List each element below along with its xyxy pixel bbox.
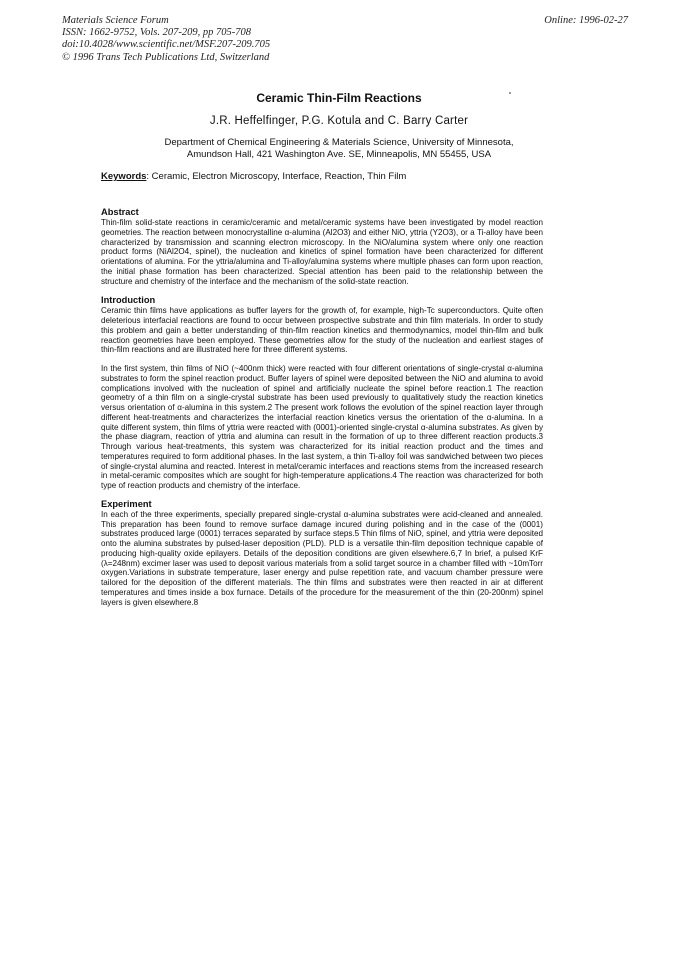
paragraph-gap (101, 355, 543, 364)
journal-header (62, 15, 270, 64)
paper-body (101, 207, 543, 607)
abstract-text: Thin-film solid-state reactions in ceramic/ceramic and metal/ceramic systems have been investigated by model reaction geometries. The reaction between monocrystalline α-alumina (Al2O3) and either NiO, yttria (Y2O3), or a Ti-alloy have been characterized by transmission and scanning electron microscopy. In the NiO/alumina system where only one reaction product forms (NiAl2O4, spinel), the nucleation and kinetics of spinel formation have been characterized for different orientations of alumina. For the yttria/alumina and Ti-alloy/alumina systems where multiple phases can form upon reaction, the initial phase formation has been characterized. Special attention has been paid to the relationship between the structure and chemistry of the interface and the mechanism of the solid-state reaction. (101, 218, 543, 286)
abstract-heading: Abstract (101, 207, 139, 217)
introduction-paragraph-1: Ceramic thin films have applications as buffer layers for the growth of, for example, high-Tc superconductors. Quite often deleterious interfacial reactions are found to occur between prospective substrate and thin film materials. In order to study this problem and gain a better understanding of thin-film reaction kinetics and thermodynamics, model thin-film and bulk reaction geometries have been employed. These geometries allow for the study of the nucleation and earliest stages of thin-film reactions and are illustrated here for three different systems. (101, 306, 543, 355)
section-gap (101, 491, 543, 499)
affiliation-line-1: Department of Chemical Engineering & Materials Science, University of Minnesota, (164, 137, 514, 148)
introduction-heading: Introduction (101, 295, 156, 306)
keywords-label: Keywords (101, 171, 147, 182)
paper-title: Ceramic Thin-Film Reactions (256, 91, 422, 105)
paper-authors: J.R. Heffelfinger, P.G. Kotula and C. Barry Carter (209, 115, 469, 127)
journal-name: Materials Science Forum (62, 15, 169, 26)
section-gap (101, 286, 543, 295)
keywords-line (101, 171, 406, 182)
copyright-line: © 1996 Trans Tech Publications Ltd, Switzerland (62, 51, 270, 63)
affiliation-line-2: Amundson Hall, 421 Washington Ave. SE, Minneapolis, MN 55455, USA (186, 149, 492, 160)
issn-line: ISSN: 1662-9752, Vols. 207-209, pp 705-708 (62, 27, 251, 39)
experiment-text: In each of the three experiments, specially prepared single-crystal α-alumina substrates were acid-cleaned and annealed. This preparation has been found to remove surface damage incured during polishing and in the case of the (0001) substrates produced large (0001) terraces separated by surface steps.5 Thin films of NiO, spinel, and yttria were deposited onto the alumina substrates by pulsed-laser deposition (PLD). PLD is a versatile thin-film deposition technique capable of producing high-quality oxide epilayers. Details of the deposition conditions are given elsewhere.6,7 In brief, a pulsed KrF (λ=248nm) excimer laser was used to deposit various materials from a solid target source in a chamber filled with ~10mTorr oxygen.Variations in substrate temperature, laser energy and pulse repetition rate, and vacuum chamber pressure were tailored for the deposition of the different materials. The thin films and substrates were then reacted in air at different temperatures and times inside a box furnace. Details of the procedure for the measurement of the thin (20-200nm) spinel layers is given elsewhere.8 (101, 509, 543, 607)
introduction-paragraph-2: In the first system, thin films of NiO (~400nm thick) were reacted with four different orientations of single-crystal α-alumina substrates to form the spinel reaction product. Buffer layers of spinel were deposited between the NiO and alumina to avoid complications involved with the nucleation of spinel and artificially nucleate the spinel before reaction.1 The reaction geometry of a thin film on a single-crystal substrate has been used previously to qualitatively study the reaction kinetics versus orientation of α-alumina in this system.2 The present work follows the evolution of the spinel reaction layer through different heat-treatments and characterizes the interfacial reaction kinetics versus the orientation of the α-alumina. In a quite different system, thin films of yttria were reacted with (0001)-oriented single-crystal α-alumina substrates. As given by the phase diagram, reaction of yttria and alumina can result in the formation of up to three different reaction products.3 Through various heat-treatments, this system was characterized for its initial reaction product and the times and temperatures required to form additional phases. In the last system, a thin Ti-alloy foil was sandwiched between two pieces of single-crystal alumina and reacted. Interest in metal/ceramic interfaces and reactions stems from the increased research in metal-ceramic composites which are sought for high-temperature applications.4 The reaction was characterized for both type of reaction products and chemistry of the interface. (101, 364, 543, 490)
online-date: Online: 1996-02-27 (544, 15, 628, 26)
affiliation (0, 137, 678, 161)
keywords-text: : Ceramic, Electron Microscopy, Interface, Reaction, Thin Film (146, 171, 407, 182)
experiment-heading: Experiment (101, 498, 152, 509)
doi-link[interactable]: doi:10.4028/www.scientific.net/MSF.207-209.705 (62, 39, 271, 51)
